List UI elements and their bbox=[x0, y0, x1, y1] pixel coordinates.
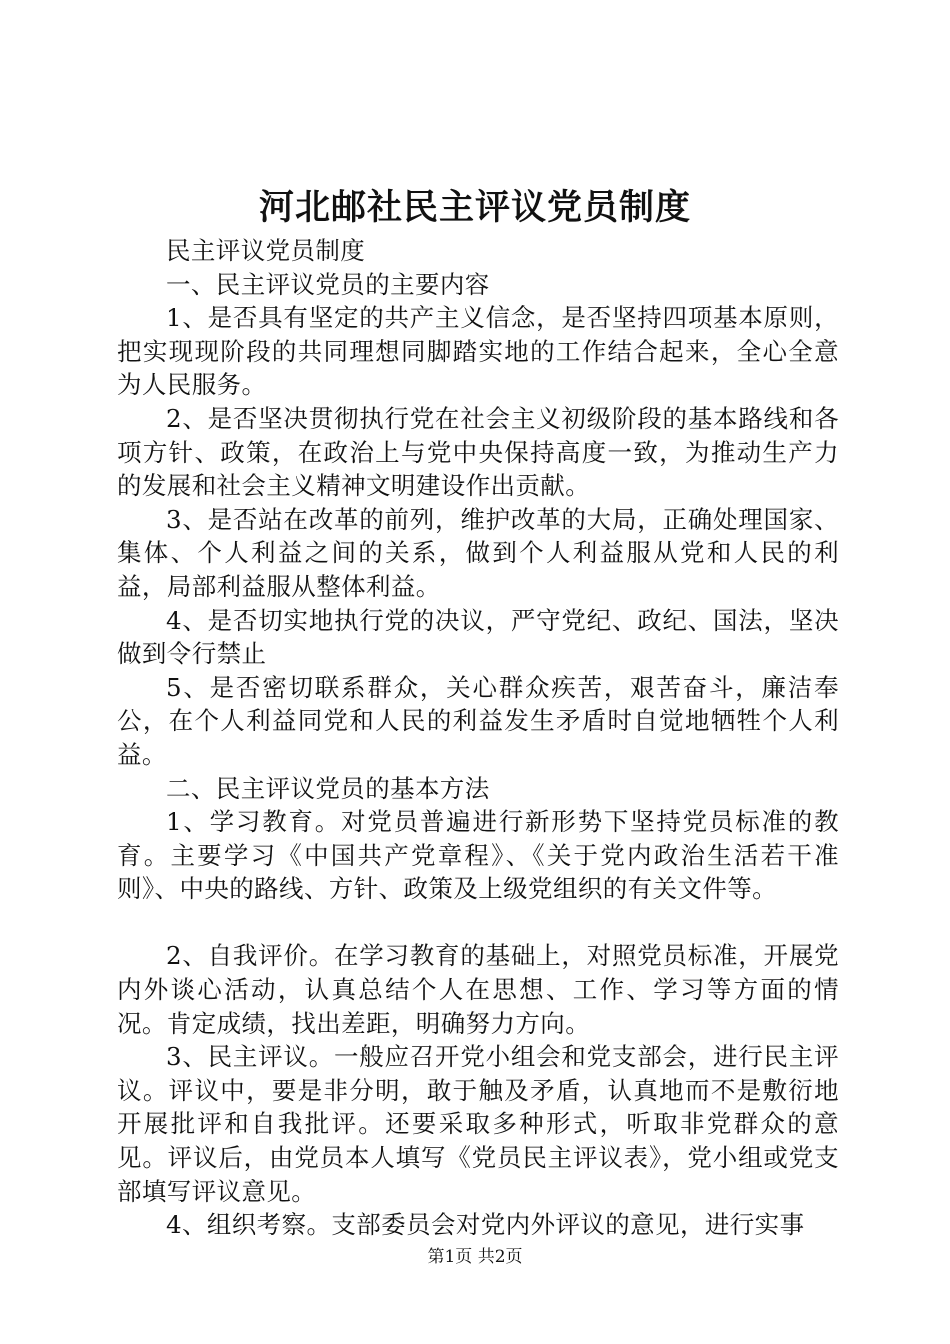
paragraph-subtitle: 民主评议党员制度 bbox=[166, 236, 366, 265]
paragraph-content-1: 1、是否具有坚定的共产主义信念，是否坚持四项基本原则，把实现现阶段的共同理想同脚踏实地的工作结合起来，全心全意为人民服务。 bbox=[117, 303, 839, 400]
section-heading-content: 一、民主评议党员的主要内容 bbox=[166, 269, 490, 299]
page-number-footer: 第1页 共2页 bbox=[427, 1247, 523, 1267]
paragraph-method-3: 3、民主评议。一般应召开党小组会和党支部会，进行民主评议。评议中，要是非分明，敢于触及矛盾，认真地而不是敷衍地开展批评和自我批评。还要采取多种形式，听取非党群众的意见。评议后，由党员本人填写《党员民主评议表》，党小组或党支部填写评议意见。 bbox=[117, 1042, 839, 1206]
paragraph-method-1: 1、学习教育。对党员普遍进行新形势下坚持党员标准的教育。主要学习《中国共产党章程》、《关于党内政治生活若干准则》、中央的路线、方针、政策及上级党组织的有关文件等。 bbox=[117, 807, 839, 904]
paragraph-method-2: 2、自我评价。在学习教育的基础上，对照党员标准，开展党内外谈心活动，认真总结个人在思想、工作、学习等方面的情况。肯定成绩，找出差距，明确努力方向。 bbox=[117, 941, 839, 1038]
paragraph-content-4: 4、是否切实地执行党的决议，严守党纪、政纪、国法，坚决做到令行禁止 bbox=[117, 605, 839, 669]
section-heading-method: 二、民主评议党员的基本方法 bbox=[166, 773, 490, 803]
document-body bbox=[117, 234, 839, 1242]
document-title: 河北邮社民主评议党员制度 bbox=[258, 187, 691, 228]
paragraph-method-4: 4、组织考察。支部委员会对党内外评议的意见，进行实事 bbox=[166, 1210, 805, 1240]
paragraph-content-3: 3、是否站在改革的前列，维护改革的大局，正确处理国家、集体、个人利益之间的关系，做到个人利益服从党和人民的利益，局部利益服从整体利益。 bbox=[117, 504, 839, 601]
paragraph-content-2: 2、是否坚决贯彻执行党在社会主义初级阶段的基本路线和各项方针、政策，在政治上与党中央保持高度一致，为推动生产力的发展和社会主义精神文明建设作出贡献。 bbox=[117, 403, 839, 501]
paragraph-content-5: 5、是否密切联系群众，关心群众疾苦，艰苦奋斗，廉洁奉公，在个人利益同党和人民的利益发生矛盾时自觉地牺牲个人利益。 bbox=[117, 672, 839, 769]
